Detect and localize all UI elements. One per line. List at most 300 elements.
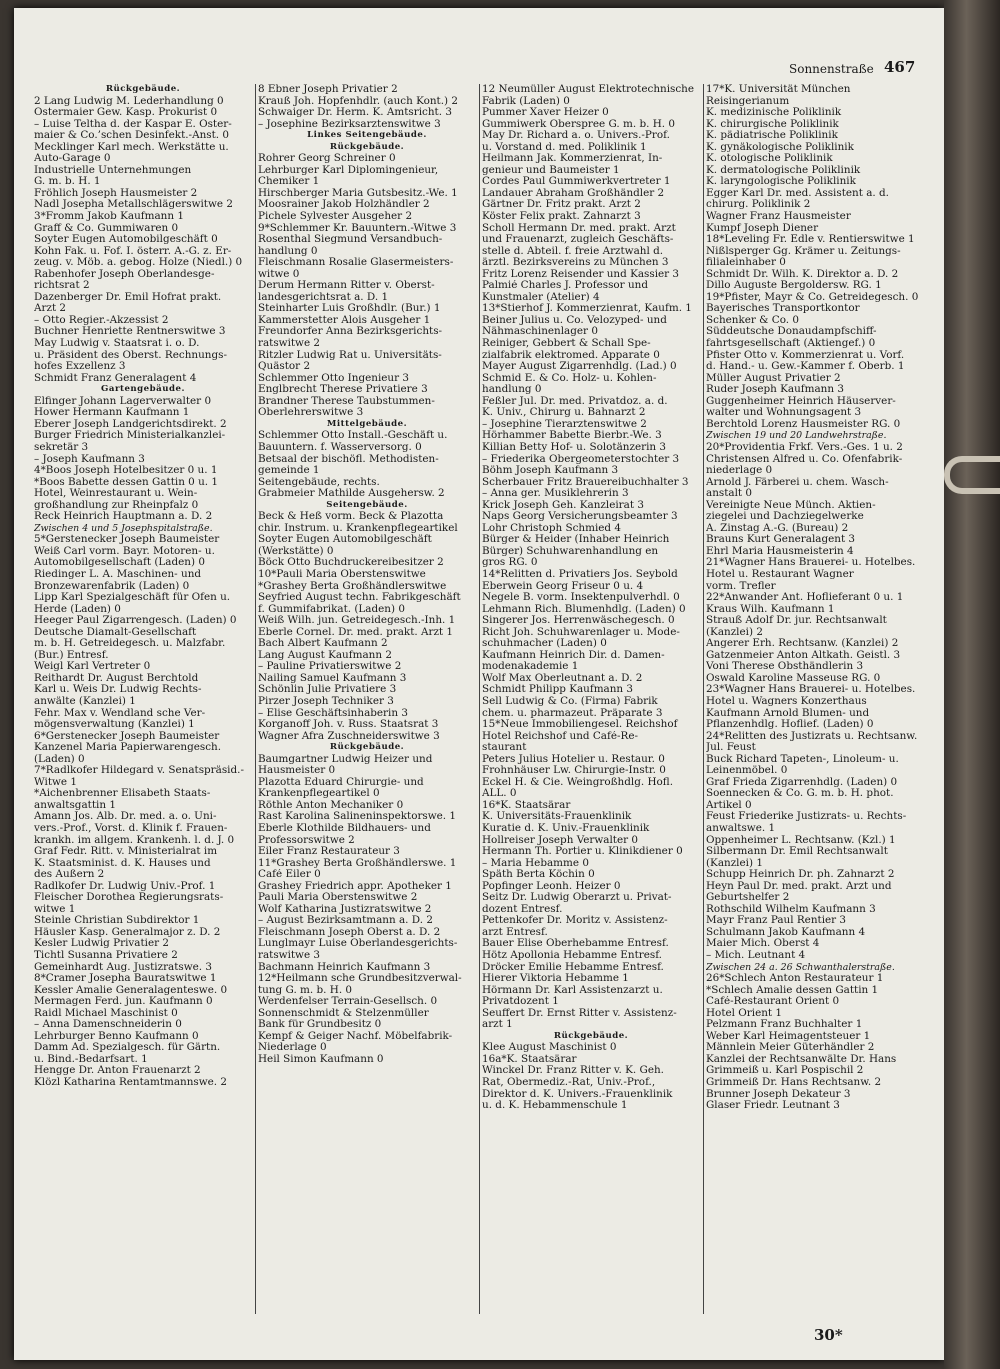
entry-line: Geburtshelfer 2 — [706, 892, 790, 904]
entry-line: Café-Restaurant Orient 0 — [706, 996, 840, 1008]
entry-line: niederlage 0 — [706, 465, 773, 477]
entry-line: Lohr Christoph Schmied 4 — [482, 522, 621, 534]
entry-line: u. Präsident des Oberst. Rechnungs- — [34, 349, 227, 361]
entry-line: (Kanzlei) 2 — [706, 626, 763, 638]
entry-line: chir. Instrum. u. Krankenpflegeartikel — [258, 522, 458, 534]
entry-line: Elfinger Johann Lagerverwalter 0 — [34, 395, 212, 407]
entry-line: Arzt 2 — [34, 303, 67, 315]
entry-line: 23*Wagner Hans Brauerei- u. Hotelbes. — [706, 684, 916, 696]
entry-line: Gärtner Dr. Fritz prakt. Arzt 2 — [482, 199, 641, 211]
entry-line: tung G. m. b. H. 0 — [258, 984, 353, 996]
entry-line: Pichele Sylvester Ausgeher 2 — [258, 211, 413, 223]
entry-line: Kanzenel Maria Papierwarengesch. — [34, 742, 222, 754]
entry-line: Kessler Amalie Generalagenteswe. 0 — [34, 984, 228, 996]
entry-line: 2 Lang Ludwig M. Lederhandlung 0 — [34, 95, 224, 107]
entry-line: 15*Neue Immobiliengesel. Reichshof — [482, 719, 678, 731]
entry-line: Fröhlich Joseph Hausmeister 2 — [34, 187, 198, 199]
entry-line: 8 Ebner Joseph Privatier 2 — [258, 84, 398, 95]
entry-line: – Otto Regier.-Akzessist 2 — [34, 314, 169, 326]
entry-line: (Werkstätte) 0 — [258, 545, 334, 557]
page-number: 467 — [884, 58, 916, 76]
entry-line: Quästor 2 — [258, 361, 311, 373]
entry-line: G. m. b. H. 1 — [34, 176, 101, 188]
entry-line: Schupp Heinrich Dr. ph. Zahnarzt 2 — [706, 869, 895, 881]
entry-line: Bauuntern. f. Wasserversorg. 0 — [258, 441, 422, 453]
entry-line: Silbermann Dr. Emil Rechtsanwalt — [706, 846, 888, 858]
entry-line: Oswald Karoline Masseuse RG. 0 — [706, 672, 881, 684]
entry-line: – Friederika Obergeometerstochter 3 — [482, 453, 680, 465]
entry-line: 26*Schlech Anton Restaurateur 1 — [706, 973, 884, 985]
entry-line: – Josephine Tierarztenswitwe 2 — [482, 418, 647, 430]
entry-line: Damm Ad. Spezialgesch. für Gärtn. — [34, 1042, 221, 1054]
entry-line: Direktor d. K. Univers.-Frauenklinik — [482, 1088, 673, 1100]
entry-line: Arnold J. Färberei u. chem. Wasch- — [706, 476, 889, 488]
entry-line: Glaser Friedr. Leutnant 3 — [706, 1100, 840, 1112]
entry-line: K. Staatsminist. d. K. Hauses und — [34, 857, 211, 869]
entry-line: Steinharter Luis Großhdlr. (Bur.) 1 — [258, 303, 441, 315]
entry-line: Heil Simon Kaufmann 0 — [258, 1053, 384, 1065]
entry-line: Krick Joseph Geh. Kanzleirat 3 — [482, 499, 644, 511]
entry-line: stelle d. Abteil. f. freie Arztwahl d. — [482, 245, 664, 257]
entry-line: Kammerstetter Alois Ausgeher 1 — [258, 314, 431, 326]
entry-line: Singerer Jos. Herrenwäschegesch. 0 — [482, 615, 675, 627]
entry-line: handlung 0 — [482, 384, 542, 396]
entry-line: Graf Fedr. Ritt. v. Ministerialrat im — [34, 846, 218, 858]
entry-line: Nähmaschinenlager 0 — [482, 326, 598, 338]
entry-line: f. Gummifabrikat. (Laden) 0 — [258, 603, 405, 615]
entry-line: Café Eiler 0 — [258, 869, 321, 881]
entry-line: Eberle Cornel. Dr. med. prakt. Arzt 1 — [258, 626, 454, 638]
entry-line: 18*Leveling Fr. Edle v. Rentierswitwe 1 — [706, 234, 915, 246]
entry-line: Oberlehrerswitwe 3 — [258, 407, 364, 419]
entry-line: Rückgebäude. — [105, 84, 181, 94]
street-name: Sonnenstraße — [789, 62, 874, 76]
entry-line: Seitengebäude, rechts. — [258, 476, 380, 488]
entry-line: Hermann Th. Portier u. Klinikdiener 0 — [482, 846, 683, 858]
entry-line: – Luise Teltha d. der Kaspar E. Oster- — [34, 118, 232, 130]
entry-line: Feust Friederike Justizrats- u. Rechts- — [706, 811, 907, 823]
entry-line: Tichtl Susanna Privatiere 2 — [34, 950, 178, 962]
entry-line: Hotel Reichshof und Café-Re- — [482, 730, 638, 742]
entry-line: Schmidt Dr. Wilh. K. Direktor a. D. 2 — [706, 268, 899, 280]
entry-line: Kaufmann Heinrich Dir. d. Damen- — [482, 649, 665, 661]
entry-line: Baumgartner Ludwig Heizer und — [258, 753, 433, 765]
entry-line: Hierer Viktoria Hebamme 1 — [482, 973, 629, 985]
directory-column-3 — [482, 84, 700, 1324]
entry-line: – August Bezirksamtmann a. D. 2 — [258, 915, 433, 927]
entry-line: Süddeutsche Donaudampfschiff- — [706, 326, 877, 338]
entry-line: K. laryngologische Poliklinik — [706, 176, 856, 188]
page-header — [14, 58, 944, 80]
entry-line: Bürger) Schuhwarenhandlung en — [482, 545, 659, 557]
entry-line: Angerer Erh. Rechtsanw. (Kanzlei) 2 — [706, 638, 899, 650]
entry-line: Pauli Maria Oberstenswitwe 2 — [258, 892, 418, 904]
entry-line: Ehrl Maria Hausmeisterin 4 — [706, 545, 854, 557]
entry-line: Burger Friedrich Ministerialkanzlei- — [34, 430, 226, 442]
entry-line: Popfinger Leonh. Heizer 0 — [482, 880, 621, 892]
entry-line: May Dr. Richard a. o. Univers.-Prof. — [482, 130, 670, 142]
entry-line: Kumpf Joseph Diener — [706, 222, 819, 234]
entry-line: Mayer August Zigarrenhdlg. (Lad.) 0 — [482, 361, 677, 373]
entry-line: ratswitwe 2 — [258, 338, 321, 350]
entry-line: Landauer Abraham Großhändler 2 — [482, 187, 665, 199]
entry-line: gros RG. 0 — [482, 557, 538, 569]
entry-line: Eberwein Georg Friseur 0 u. 4 — [482, 580, 644, 592]
entry-line: Bachmann Heinrich Kaufmann 3 — [258, 961, 431, 973]
entry-line: d. Hand.- u. Gew.-Kammer f. Oberb. 1 — [706, 361, 905, 373]
entry-line: Seyfried August techn. Fabrikgeschäft — [258, 592, 461, 604]
entry-line: Müller August Privatier 2 — [706, 372, 841, 384]
entry-line: ärztl. Bezirksvereins zu München 3 — [482, 257, 669, 269]
entry-line: ziegelei und Dachziegelwerke — [706, 511, 864, 523]
directory-page — [14, 8, 944, 1360]
entry-line: 5*Gerstenecker Joseph Baumeister — [34, 534, 220, 546]
entry-line: Nißlsperger Gg. Krämer u. Zeitungs- — [706, 245, 901, 257]
entry-line: u. Bind.-Bedarfsart. 1 — [34, 1053, 148, 1065]
entry-line: Buchner Henriette Rentnerswitwe 3 — [34, 326, 226, 338]
entry-line: Grimmeiß Dr. Hans Rechtsanw. 2 — [706, 1077, 882, 1089]
entry-line: Reck Heinrich Hauptmann a. D. 2 — [34, 511, 213, 523]
entry-line: Klee August Maschinist 0 — [482, 1042, 617, 1054]
entry-line: Cordes Paul Gummiwerkvertreter 1 — [482, 176, 671, 188]
entry-line: Artikel 0 — [706, 799, 752, 811]
entry-line: – Joseph Kaufmann 3 — [34, 453, 145, 465]
entry-line: – Elise Geschäftsinhaberin 3 — [258, 707, 408, 719]
entry-line: Sell Ludwig & Co. (Firma) Fabrik — [482, 695, 658, 707]
entry-line: Weiß Carl vorm. Bayr. Motoren- u. — [34, 545, 215, 557]
entry-line: Dröcker Emilie Hebamme Entresf. — [482, 961, 664, 973]
entry-line: K. chirurgische Poliklinik — [706, 118, 839, 130]
page-clip — [944, 456, 1000, 494]
entry-line: Mittelgebäude. — [326, 418, 408, 429]
entry-line: Bayerisches Transportkontor — [706, 303, 860, 315]
entry-line: Auto-Garage 0 — [34, 153, 111, 165]
entry-line: 14*Relitten d. Privatiers Jos. Seybold — [482, 568, 678, 580]
entry-line: Rückgebäude. — [329, 141, 405, 152]
entry-line: Böhm Joseph Kaufmann 3 — [482, 465, 619, 477]
entry-line: A. Zinstag A.-G. (Bureau) 2 — [706, 522, 849, 534]
entry-line: Fleischmann Rosalie Glasermeisters- — [258, 257, 454, 269]
entry-line: *Schlech Amalie dessen Gattin 1 — [706, 984, 879, 996]
entry-line: richtsrat 2 — [34, 280, 90, 292]
entry-line: Soyter Eugen Automobilgeschäft — [258, 534, 432, 546]
entry-line: K. Univ., Chirurg u. Bahnarzt 2 — [482, 407, 646, 419]
entry-line: Bank für Grundbesitz 0 — [258, 1019, 382, 1031]
entry-line: Amann Jos. Alb. Dr. med. a. o. Uni- — [34, 811, 217, 823]
entry-line: u. d. K. Hebammenschule 1 — [482, 1100, 628, 1112]
entry-line: Hotel u. Restaurant Wagner — [706, 568, 854, 580]
entry-line: Jul. Feust — [706, 742, 756, 754]
entry-line: u. Vorstand d. med. Poliklinik 1 — [482, 141, 647, 153]
entry-line: Beck & Heß vorm. Beck & Plazotta — [258, 511, 444, 523]
entry-line: Plazotta Eduard Chirurgie- und — [258, 776, 424, 788]
entry-line: Brauns Kurt Generalagent 3 — [706, 534, 856, 546]
entry-line: Schlemmer Otto Ingenieur 3 — [258, 372, 409, 384]
entry-line: Feßler Jul. Dr. med. Privatdoz. a. d. — [482, 395, 668, 407]
entry-line: arzt 1 — [482, 1019, 513, 1031]
entry-line: Fritz Lorenz Reisender und Kassier 3 — [482, 268, 680, 280]
entry-line: Rabenhofer Joseph Oberlandesge- — [34, 268, 215, 280]
entry-line: hofes Exzellenz 3 — [34, 361, 126, 373]
entry-line: – Josephine Bezirksarztenswitwe 3 — [258, 118, 441, 130]
entry-line: Beiner Julius u. Co. Velozyped- und — [482, 314, 667, 326]
entry-line: Hausmeister 0 — [258, 765, 336, 777]
entry-line: Hotel Orient 1 — [706, 1007, 783, 1019]
entry-line: Brunner Joseph Dekateur 3 — [706, 1088, 851, 1100]
entry-line: gemeinde 1 — [258, 465, 320, 477]
entry-line: Kuratie d. K. Univ.-Frauenklinik — [482, 823, 650, 834]
entry-line: Rast Karolina Salineninspektorswe. 1 — [258, 811, 457, 823]
entry-line: Soennecken & Co. G. m. b. H. phot. — [706, 788, 894, 800]
entry-line: Graf Frieda Zigarrenhdlg. (Laden) 0 — [706, 776, 898, 788]
entry-line: Wagner Franz Hausmeister — [706, 211, 851, 223]
entry-line: Weber Karl Heimagentsteuer 1 — [706, 1030, 871, 1042]
entry-line: Sonnenschmidt & Stelzenmüller — [258, 1007, 429, 1019]
entry-line: Pflanzenhdlg. Hoflief. (Laden) 0 — [706, 719, 874, 731]
entry-line: Berchtold Lorenz Hausmeister RG. 0 — [706, 418, 901, 430]
entry-line: Seitengebäude. — [326, 499, 408, 510]
entry-line: 16*K. Staatsärar — [482, 799, 571, 811]
entry-line: 12*Heilmann sche Grundbesitzverwal- — [258, 973, 462, 985]
entry-line: Karl u. Weis Dr. Ludwig Rechts- — [34, 684, 202, 696]
column-rule — [255, 84, 256, 1314]
entry-line: und Frauenarzt, zugleich Geschäfts- — [482, 234, 674, 246]
entry-line: Heilmann Jak. Kommerzienrat, In- — [482, 153, 663, 165]
entry-line: Egger Karl Dr. med. Assistent a. d. — [706, 187, 889, 199]
entry-line: 13*Stierhof J. Kommerzienrat, Kaufm. 1 — [482, 303, 692, 315]
directory-column-4 — [706, 84, 924, 1324]
entry-line: vers.-Prof., Vorst. d. Klinik f. Frauen- — [34, 823, 228, 834]
entry-line: Hirschberger Maria Gutsbesitz.-We. 1 — [258, 187, 458, 199]
entry-line: handlung 0 — [258, 245, 318, 257]
entry-line: Hower Hermann Kaufmann 1 — [34, 407, 190, 419]
entry-line: Deutsche Diamalt-Gesellschaft — [34, 626, 197, 638]
entry-line: m. b. H. Getreidegesch. u. Malzfabr. — [34, 638, 226, 650]
entry-line: witwe 0 — [258, 268, 300, 280]
entry-line: Späth Berta Köchin 0 — [482, 869, 595, 881]
entry-line: Dazenberger Dr. Emil Hofrat prakt. — [34, 291, 222, 303]
entry-line: vorm. Trefler — [706, 580, 776, 592]
entry-line: maier & Co.’schen Desinfekt.-Anst. 0 — [34, 130, 229, 142]
entry-line: walter und Wohnungsagent 3 — [706, 407, 862, 419]
entry-line: Vereinigte Neue Münch. Aktien- — [706, 499, 876, 511]
entry-line: anstalt 0 — [706, 488, 753, 500]
entry-line: modenakademie 1 — [482, 661, 579, 673]
entry-line: Lehrburger Karl Diplomingenieur, — [258, 164, 439, 176]
entry-line: Böck Otto Buchdruckereibesitzer 2 — [258, 557, 444, 569]
entry-line: Raidl Michael Maschinist 0 — [34, 1007, 178, 1019]
entry-line: Riedinger L. A. Maschinen- und — [34, 568, 202, 580]
entry-line: Scherbauer Fritz Brauereibuchhalter 3 — [482, 476, 689, 488]
entry-line: Zwischen 4 und 5 Josephspitalstraße. — [34, 522, 213, 534]
column-rule — [479, 84, 480, 1314]
entry-line: Heeger Paul Zigarrengesch. (Laden) 0 — [34, 615, 237, 627]
entry-line: Gummiwerk Oberspree G. m. b. H. 0 — [482, 118, 675, 130]
book-edge — [944, 0, 1000, 1369]
entry-line: Schmid E. & Co. Holz- u. Kohlen- — [482, 372, 657, 384]
entry-line: Rosenthal Siegmund Versandbuch- — [258, 234, 443, 246]
entry-line: genieur und Baumeister 1 — [482, 164, 620, 176]
entry-line: Rückgebäude. — [329, 742, 405, 753]
entry-line: chem. u. pharmazeut. Präparate 3 — [482, 707, 663, 719]
entry-line: witwe 1 — [34, 903, 76, 915]
entry-line: Dillo Auguste Bergoldersw. RG. 1 — [706, 280, 882, 292]
entry-line: (Bur.) Entresf. — [34, 649, 109, 661]
entry-line: Radlkofer Dr. Ludwig Univ.-Prof. 1 — [34, 880, 216, 892]
entry-line: *Aichenbrenner Elisabeth Staats- — [34, 788, 211, 800]
entry-line: Winckel Dr. Franz Ritter v. K. Geh. — [482, 1065, 664, 1077]
entry-line: K. medizinische Poliklinik — [706, 107, 842, 119]
entry-line: Peters Julius Hotelier u. Restaur. 0 — [482, 753, 665, 765]
entry-line: Leinenmöbel. 0 — [706, 765, 788, 777]
entry-line: K. otologische Poliklinik — [706, 153, 833, 165]
entry-line: Reithardt Dr. August Berchtold — [34, 672, 199, 684]
entry-line: K. gynäkologische Poliklinik — [706, 141, 854, 153]
sheet-signature: 30* — [814, 1326, 843, 1344]
entry-line: 21*Wagner Hans Brauerei- u. Hotelbes. — [706, 557, 916, 569]
entry-line: Wolf Katharina Justizratswitwe 2 — [258, 903, 432, 915]
entry-line: Oppenheimer L. Rechtsanw. (Kzl.) 1 — [706, 834, 896, 846]
entry-line: Seuffert Dr. Ernst Ritter v. Assistenz- — [482, 1007, 677, 1019]
entry-line: Werdenfelser Terrain-Gesellsch. 0 — [258, 996, 438, 1008]
entry-line: Korganoff Joh. v. Russ. Staatsrat 3 — [258, 719, 439, 731]
entry-line: mögensverwaltung (Kanzlei) 1 — [34, 719, 195, 731]
entry-line: Reisingerianum — [706, 95, 790, 107]
entry-line: Hotel, Weinrestaurant u. Wein- — [34, 488, 198, 500]
entry-line: – Anna Damenschneiderin 0 — [34, 1019, 182, 1031]
entry-line: sekretär 3 — [34, 441, 89, 453]
entry-line: Nadl Josepha Metallschlägerswitwe 2 — [34, 199, 233, 211]
entry-line: Wagner Afra Zuschneiderswitwe 3 — [258, 730, 440, 742]
entry-line: Pirzer Joseph Techniker 3 — [258, 695, 394, 707]
entry-line: Maier Mich. Oberst 4 — [706, 938, 820, 950]
entry-line: Derum Hermann Ritter v. Oberst- — [258, 280, 435, 292]
entry-line: Ritzler Ludwig Rat u. Universitäts- — [258, 349, 442, 361]
entry-line: Seitz Dr. Ludwig Oberarzt u. Privat- — [482, 892, 672, 904]
entry-line: K. dermatologische Poliklinik — [706, 164, 861, 176]
entry-line: Buck Richard Tapeten-, Linoleum- u. — [706, 753, 899, 765]
entry-line: Voni Therese Obsthändlerin 3 — [706, 661, 864, 673]
entry-line: Rückgebäude. — [553, 1030, 629, 1041]
entry-line: krankh. im allgem. Krankenh. l. d. J. 0 — [34, 834, 235, 846]
entry-line: Frohnhäuser Lw. Chirurgie-Instr. 0 — [482, 765, 666, 777]
entry-line: Nailing Samuel Kaufmann 3 — [258, 672, 407, 684]
entry-line: Linkes Seitengebäude. — [307, 130, 427, 141]
entry-line: – Maria Hebamme 0 — [482, 857, 589, 869]
entry-line: Heyn Paul Dr. med. prakt. Arzt und — [706, 880, 892, 892]
entry-line: Fabrik (Laden) 0 — [482, 95, 570, 107]
entry-line: Schulmann Jakob Kaufmann 4 — [706, 926, 866, 938]
entry-line: 6*Gerstenecker Joseph Baumeister — [34, 730, 220, 742]
column-rule — [703, 84, 704, 1314]
entry-line: – Pauline Privatierswitwe 2 — [258, 661, 402, 673]
entry-line: Röthle Anton Mechaniker 0 — [258, 799, 404, 811]
entry-line: Hotel u. Wagners Konzerthaus — [706, 695, 867, 707]
entry-line: Rat, Obermediz.-Rat, Univ.-Prof., — [482, 1077, 656, 1089]
directory-column-1 — [34, 84, 252, 1324]
entry-line: großhandlung zur Rheinpfalz 0 — [34, 499, 199, 511]
entry-line: 8*Cramer Josepha Bauratswitwe 1 — [34, 973, 217, 985]
entry-line: Grimmeiß u. Karl Pospischil 2 — [706, 1065, 864, 1077]
entry-line: Lehrburger Benno Kaufmann 0 — [34, 1030, 199, 1042]
entry-line: 16a*K. Staatsärar — [482, 1053, 577, 1065]
entry-line: Pettenkofer Dr. Moritz v. Assistenz- — [482, 915, 668, 927]
entry-line: chirurg. Poliklinik 2 — [706, 199, 811, 211]
entry-line: K. Universitäts-Frauenklinik — [482, 811, 632, 823]
entry-line: *Grashey Berta Großhändlerswitwe — [258, 580, 447, 592]
entry-line: Graff & Co. Gummiwaren 0 — [34, 222, 179, 234]
entry-line: Guggenheimer Heinrich Häuserver- — [706, 395, 896, 407]
entry-line: Englbrecht Therese Privatiere 3 — [258, 384, 428, 396]
entry-line: Gatzenmeier Anton Altkath. Geistl. 3 — [706, 649, 901, 661]
entry-line: Schwaiger Dr. Herm. K. Amtsricht. 3 — [258, 107, 452, 119]
entry-line: ALL. 0 — [482, 788, 517, 800]
entry-line: 3*Fromm Jakob Kaufmann 1 — [34, 211, 184, 223]
entry-line: 11*Grashey Berta Großhändlerswe. 1 — [258, 857, 457, 869]
entry-line: (Kanzlei) 1 — [706, 857, 763, 869]
entry-line: *Boos Babette dessen Gattin 0 u. 1 — [34, 476, 219, 488]
entry-line: arzt Entresf. — [482, 926, 548, 938]
entry-line: Schmidt Philipp Kaufmann 3 — [482, 684, 634, 696]
entry-line: K. pädiatrische Poliklinik — [706, 130, 838, 142]
entry-line: Lunglmayr Luise Oberlandesgerichts- — [258, 938, 458, 950]
entry-line: Gartengebäude. — [101, 384, 185, 395]
entry-line: Moosrainer Jakob Holzhändler 2 — [258, 199, 430, 211]
entry-line: landesgerichtsrat a. D. 1 — [258, 291, 389, 303]
entry-line: Pelzmann Franz Buchhalter 1 — [706, 1019, 863, 1031]
entry-line: Pummer Xaver Heizer 0 — [482, 107, 609, 119]
entry-line: Professorswitwe 2 — [258, 834, 355, 846]
entry-line: zeug. v. Möb. a. gebog. Holze (Niedl.) 0 — [34, 257, 243, 269]
entry-line: Freundorfer Anna Bezirksgerichts- — [258, 326, 443, 338]
entry-line: Witwe 1 — [34, 776, 77, 788]
entry-line: Hengge Dr. Anton Frauenarzt 2 — [34, 1065, 201, 1077]
entry-line: Christensen Alfred u. Co. Ofenfabrik- — [706, 453, 903, 465]
entry-line: Pfister Otto v. Kommerzienrat u. Vorf. — [706, 349, 905, 361]
entry-line: Lang August Kaufmann 2 — [258, 649, 392, 661]
entry-line: Krankenpflegeartikel 0 — [258, 788, 380, 800]
entry-line: Kanzlei der Rechtsanwälte Dr. Hans — [706, 1053, 897, 1065]
entry-line: des Äußern 2 — [34, 869, 105, 881]
entry-line: schuhmacher (Laden) 0 — [482, 638, 607, 650]
entry-line: Bürger & Heider (Inhaber Heinrich — [482, 534, 670, 546]
entry-line: (Laden) 0 — [34, 753, 85, 765]
entry-line: Fleischmann Joseph Oberst a. D. 2 — [258, 926, 441, 938]
entry-line: Eiler Franz Restaurateur 3 — [258, 846, 400, 858]
entry-line: Krauß Joh. Hopfenhdlr. (auch Kont.) 2 — [258, 95, 458, 107]
entry-line: Mermagen Ferd. jun. Kaufmann 0 — [34, 996, 213, 1008]
entry-line: May Ludwig v. Staatsrat i. o. D. — [34, 338, 200, 350]
entry-line: anwälte (Kanzlei) 1 — [34, 695, 136, 707]
entry-line: Schlemmer Otto Install.-Geschäft u. — [258, 430, 448, 442]
entry-line: 17*K. Universität München — [706, 84, 851, 95]
entry-line: Hötz Apollonia Hebamme Entresf. — [482, 950, 662, 962]
entry-line: Herde (Laden) 0 — [34, 603, 121, 615]
entry-line: Hörmann Dr. Karl Assistenzarzt u. — [482, 984, 663, 996]
entry-line: Fleischer Dorothea Regierungsrats- — [34, 892, 224, 904]
entry-line: Schenker & Co. 0 — [706, 314, 799, 326]
entry-line: Weigl Karl Vertreter 0 — [34, 661, 151, 673]
directory-column-2 — [258, 84, 476, 1324]
entry-line: 20*Providentia Frkf. Vers.-Ges. 1 u. 2 — [706, 441, 903, 453]
entry-line: Betsaal der bischöfl. Methodisten- — [258, 453, 439, 465]
entry-line: dozent Entresf. — [482, 903, 563, 915]
entry-line: Soyter Eugen Automobilgeschäft 0 — [34, 234, 218, 246]
entry-line: Weiß Wilh. jun. Getreidegesch.-Inh. 1 — [258, 615, 456, 627]
entry-line: Fehr. Max v. Wendland sche Ver- — [34, 707, 206, 719]
entry-line: Naps Georg Versicherungsbeamter 3 — [482, 511, 678, 523]
entry-line: 12 Neumüller August Elektrotechnische — [482, 84, 695, 95]
